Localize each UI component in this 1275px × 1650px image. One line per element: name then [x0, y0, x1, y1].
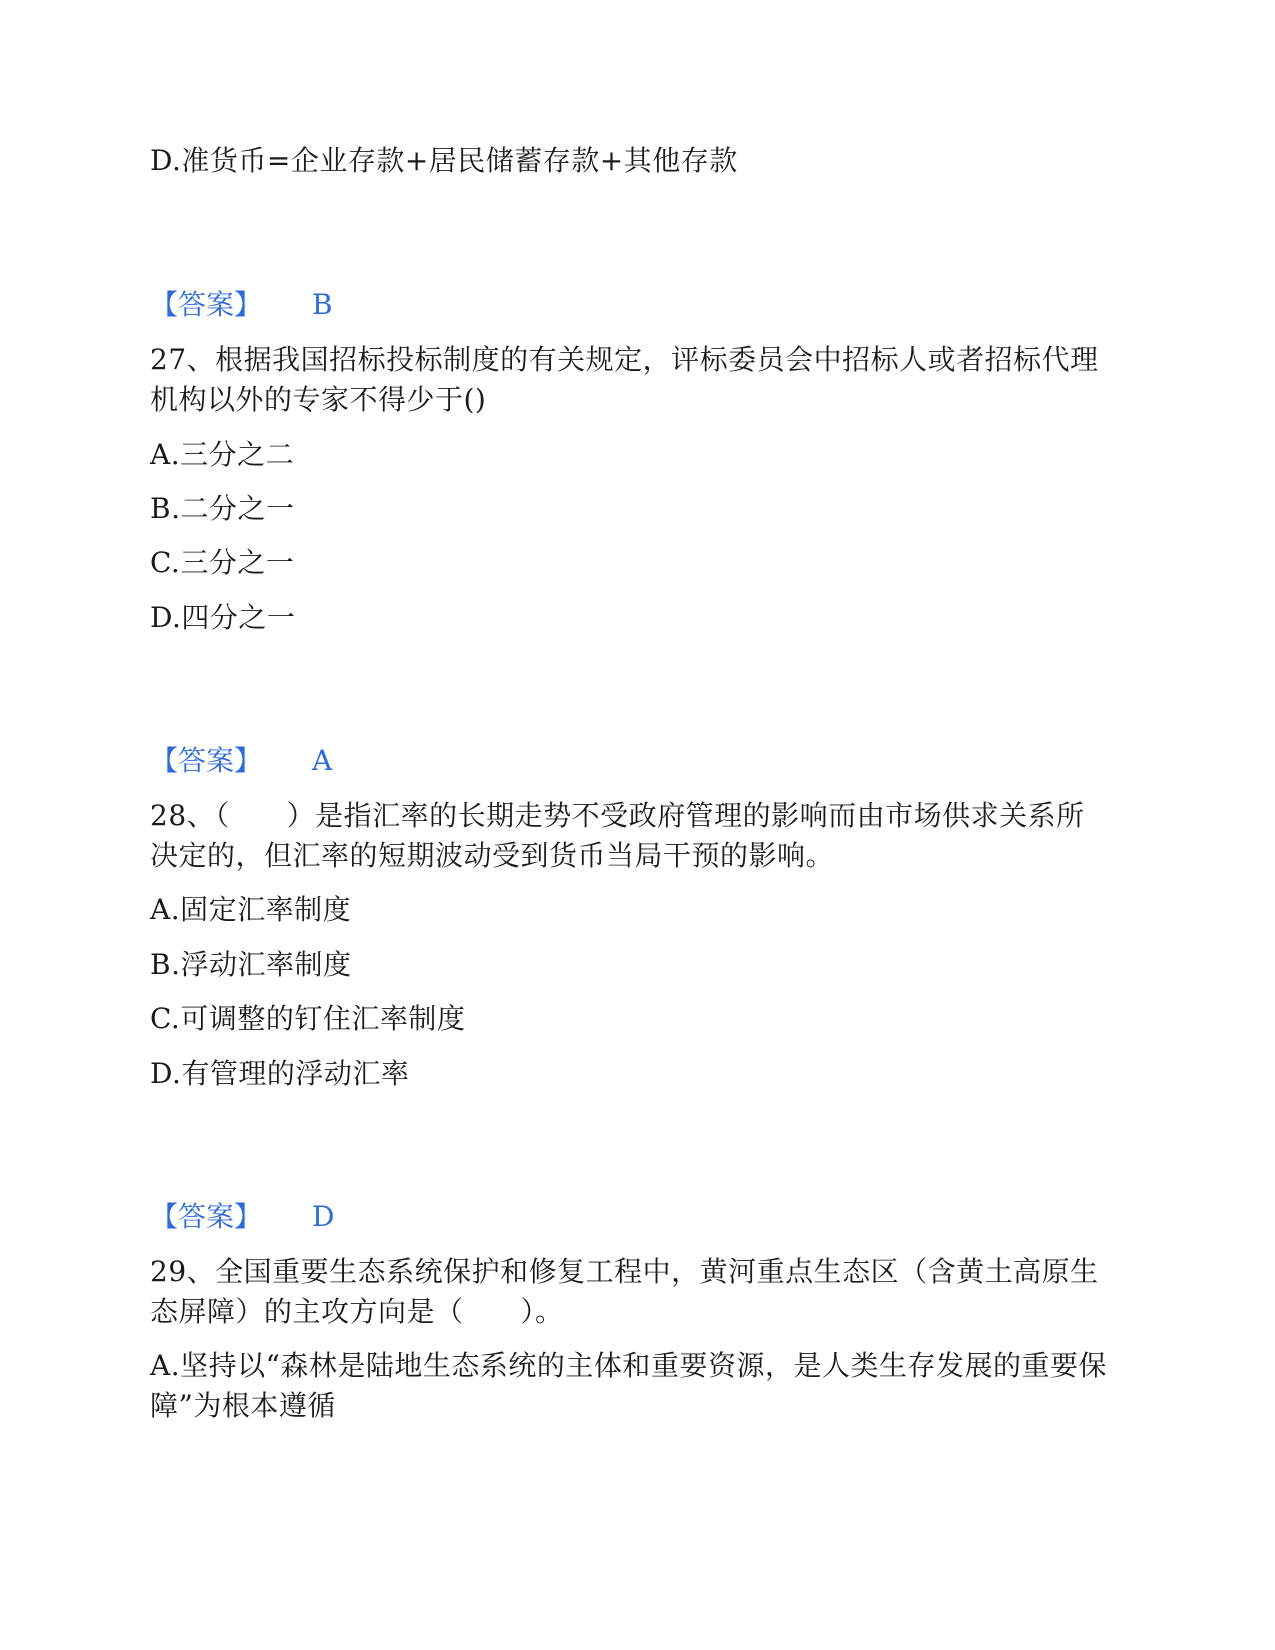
- q29-stem-line2: 态屏障）的主攻方向是（ ）。: [150, 1295, 564, 1328]
- q28-option-c: C.可调整的钉住汇率制度: [150, 1002, 466, 1035]
- q27-answer: [150, 741, 332, 781]
- q28-stem-line1: 28、（ ）是指汇率的长期走势不受政府管理的影响而由市场供求关系所: [150, 799, 1085, 832]
- q28-option-b: B.浮动汇率制度: [150, 948, 352, 981]
- q29-stem-line1: 29、全国重要生态系统保护和修复工程中，黄河重点生态区（含黄土高原生: [150, 1255, 1099, 1288]
- q26-option-d: D.准货币=企业存款+居民储蓄存款+其他存款: [150, 144, 738, 177]
- q27-stem-line1: 27、根据我国招标投标制度的有关规定，评标委员会中招标人或者招标代理: [150, 343, 1099, 376]
- q28-option-d: D.有管理的浮动汇率: [150, 1057, 410, 1090]
- q29-option-a-line2: 障”为根本遵循: [150, 1389, 336, 1422]
- answer-value: D: [312, 1200, 335, 1233]
- answer-label: 【答案】: [150, 744, 263, 777]
- q28-option-a: A.固定汇率制度: [150, 893, 352, 926]
- q27-option-d: D.四分之一: [150, 601, 296, 634]
- q27-option-a: A.三分之二: [150, 438, 295, 471]
- answer-value: B: [312, 288, 333, 321]
- answer-label: 【答案】: [150, 1200, 263, 1233]
- q27-option-b: B.二分之一: [150, 492, 295, 525]
- q28-stem-line2: 决定的，但汇率的短期波动受到货币当局干预的影响。: [150, 839, 835, 872]
- q27-option-c: C.三分之一: [150, 546, 295, 579]
- q28-answer: [150, 1197, 334, 1237]
- q29-option-a-line1: A.坚持以“森林是陆地生态系统的主体和重要资源，是人类生存发展的重要保: [150, 1349, 1107, 1382]
- answer-value: A: [312, 744, 333, 777]
- answer-label: 【答案】: [150, 288, 263, 321]
- q27-stem-line2: 机构以外的专家不得少于(): [150, 383, 487, 416]
- q26-answer: [150, 285, 333, 325]
